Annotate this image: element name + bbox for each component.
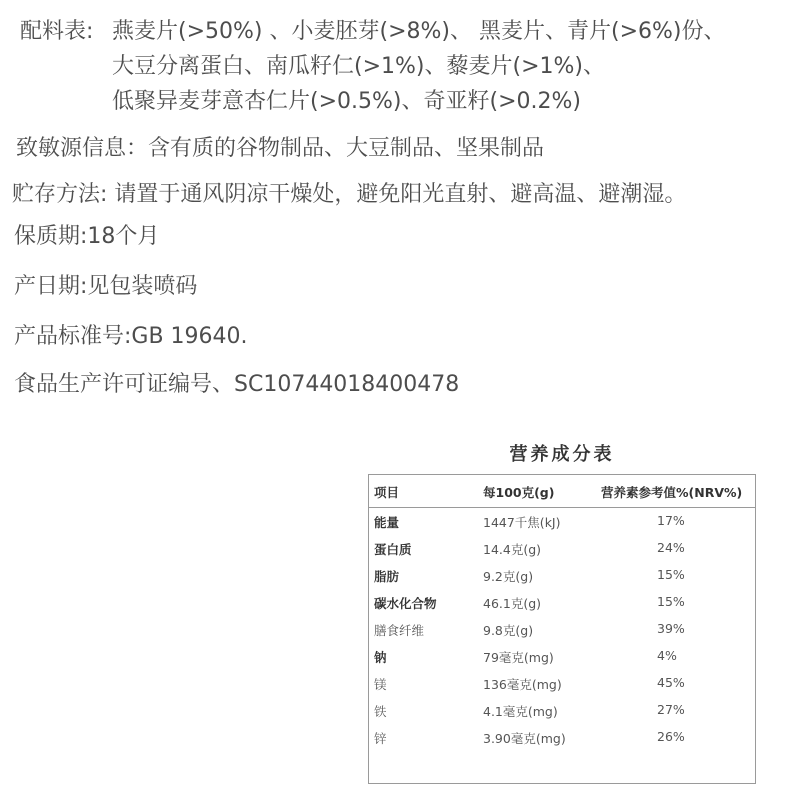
nutrient-nrv: 39% — [657, 621, 685, 636]
header-nrv: 营养素参考值%(NRV%) — [601, 485, 743, 500]
nutrient-nrv: 45% — [657, 675, 685, 690]
table-row — [369, 536, 755, 562]
nutrient-amount: 79毫克(mg) — [483, 650, 554, 665]
product-standard: 产品标准号:GB 19640. — [14, 324, 248, 349]
nutrient-name: 碳水化合物 — [374, 596, 437, 611]
nutrient-nrv: 4% — [657, 648, 677, 663]
nutrient-amount: 3.90毫克(mg) — [483, 731, 566, 746]
nutrient-name: 镁 — [374, 677, 387, 692]
ingredients-line-2: 大豆分离蛋白、南瓜籽仁(>1%)、藜麦片(>1%)、 — [112, 54, 606, 79]
production-license: 食品生产许可证编号、SC10744018400478 — [14, 372, 460, 397]
header-amount: 每100克(g) — [483, 485, 555, 500]
allergen-info: 致敏源信息：含有质的谷物制品、大豆制品、坚果制品 — [16, 136, 545, 161]
header-item: 项目 — [374, 485, 400, 500]
shelf-life: 保质期:18个月 — [14, 224, 160, 249]
nutrient-name: 铁 — [374, 704, 387, 719]
nutrient-amount: 9.8克(g) — [483, 623, 534, 638]
table-row — [369, 563, 755, 589]
table-row — [369, 725, 755, 751]
nutrient-name: 锌 — [374, 731, 387, 746]
nutrient-nrv: 24% — [657, 540, 685, 555]
nutrient-nrv: 26% — [657, 729, 685, 744]
nutrient-amount: 136毫克(mg) — [483, 677, 562, 692]
nutrient-name: 蛋白质 — [374, 542, 412, 557]
nutrition-table-title: 营养成分表 — [509, 444, 615, 465]
nutrient-amount: 46.1克(g) — [483, 596, 542, 611]
nutrient-name: 脂肪 — [374, 569, 400, 584]
nutrient-nrv: 17% — [657, 513, 685, 528]
table-row — [369, 698, 755, 724]
nutrient-amount: 9.2克(g) — [483, 569, 534, 584]
nutrition-table — [368, 474, 756, 784]
ingredients-label: 配料表: — [20, 19, 94, 44]
nutrient-amount: 1447千焦(kJ) — [483, 515, 561, 530]
nutrient-name: 能量 — [374, 515, 400, 530]
nutrient-amount: 14.4克(g) — [483, 542, 542, 557]
table-row — [369, 671, 755, 697]
table-row — [369, 644, 755, 670]
table-row — [369, 509, 755, 535]
nutrient-name: 膳食纤维 — [374, 623, 425, 638]
ingredients-line-3: 低聚异麦芽意杏仁片(>0.5%)、奇亚籽(>0.2%) — [112, 89, 581, 114]
table-row — [369, 617, 755, 643]
ingredients-line-1: 燕麦片(>50%) 、小麦胚芽(>8%)、 黑麦片、青片(>6%)份、 — [112, 19, 726, 44]
production-date: 产日期:见包装喷码 — [14, 274, 198, 299]
nutrient-nrv: 27% — [657, 702, 685, 717]
nutrient-name: 钠 — [374, 650, 387, 665]
nutrient-nrv: 15% — [657, 594, 685, 609]
nutrient-amount: 4.1毫克(mg) — [483, 704, 558, 719]
table-row — [369, 590, 755, 616]
storage-method: 贮存方法: 请置于通风阴凉干燥处，避免阳光直射、避高温、避潮湿。 — [12, 182, 687, 207]
nutrition-table-header — [369, 475, 755, 508]
nutrient-nrv: 15% — [657, 567, 685, 582]
